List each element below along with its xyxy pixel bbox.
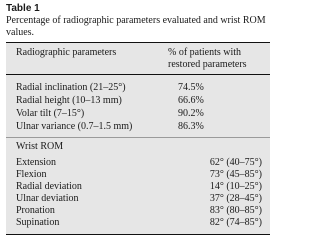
table-label: Table 1 bbox=[6, 3, 40, 14]
row-label: Supination bbox=[16, 217, 60, 228]
table-row bbox=[16, 205, 270, 216]
row-label: Ulnar variance (0.7–1.5 mm) bbox=[16, 121, 133, 132]
table-bottom-rule bbox=[6, 234, 270, 235]
table-row bbox=[16, 82, 270, 93]
table-row bbox=[16, 169, 270, 180]
column-header-restored-text: % of patients with restored parameters bbox=[168, 47, 247, 70]
table-title: Percentage of radiographic parameters evaluated and wrist ROM values. bbox=[6, 15, 266, 38]
table-row bbox=[16, 181, 270, 192]
row-label: Volar tilt (7–15°) bbox=[16, 108, 85, 119]
row-value: 66.6% bbox=[178, 95, 204, 106]
column-header-parameters: Radiographic parameters bbox=[16, 47, 117, 58]
table-row bbox=[16, 121, 270, 132]
section-divider bbox=[6, 137, 270, 138]
table-top-rule bbox=[6, 42, 270, 43]
data-table bbox=[6, 42, 270, 235]
row-value: 37° (28–45°) bbox=[209, 193, 262, 204]
table-row bbox=[16, 95, 270, 106]
column-header-restored bbox=[168, 47, 266, 71]
row-value: 74.5% bbox=[178, 82, 204, 93]
header-rule bbox=[6, 74, 270, 75]
row-label: Radial deviation bbox=[16, 181, 82, 192]
row-value: 62° (40–75°) bbox=[209, 157, 262, 168]
table-row bbox=[16, 193, 270, 204]
table-caption bbox=[6, 3, 272, 38]
row-value: 90.2% bbox=[178, 108, 204, 119]
row-label: Ulnar deviation bbox=[16, 193, 79, 204]
section-title-wrist-rom: Wrist ROM bbox=[16, 141, 64, 152]
row-value: 83° (80–85°) bbox=[209, 205, 262, 216]
row-label: Flexion bbox=[16, 169, 47, 180]
table-row bbox=[16, 157, 270, 168]
row-label: Radial height (10–13 mm) bbox=[16, 95, 122, 106]
row-value: 14° (10–25°) bbox=[209, 181, 262, 192]
table-row bbox=[16, 217, 270, 228]
row-value: 82° (74–85°) bbox=[209, 217, 262, 228]
row-label: Radial inclination (21–25°) bbox=[16, 82, 126, 93]
table-row bbox=[16, 108, 270, 119]
row-value: 86.3% bbox=[178, 121, 204, 132]
row-label: Pronation bbox=[16, 205, 55, 216]
row-value: 73° (45–85°) bbox=[209, 169, 262, 180]
row-label: Extension bbox=[16, 157, 56, 168]
